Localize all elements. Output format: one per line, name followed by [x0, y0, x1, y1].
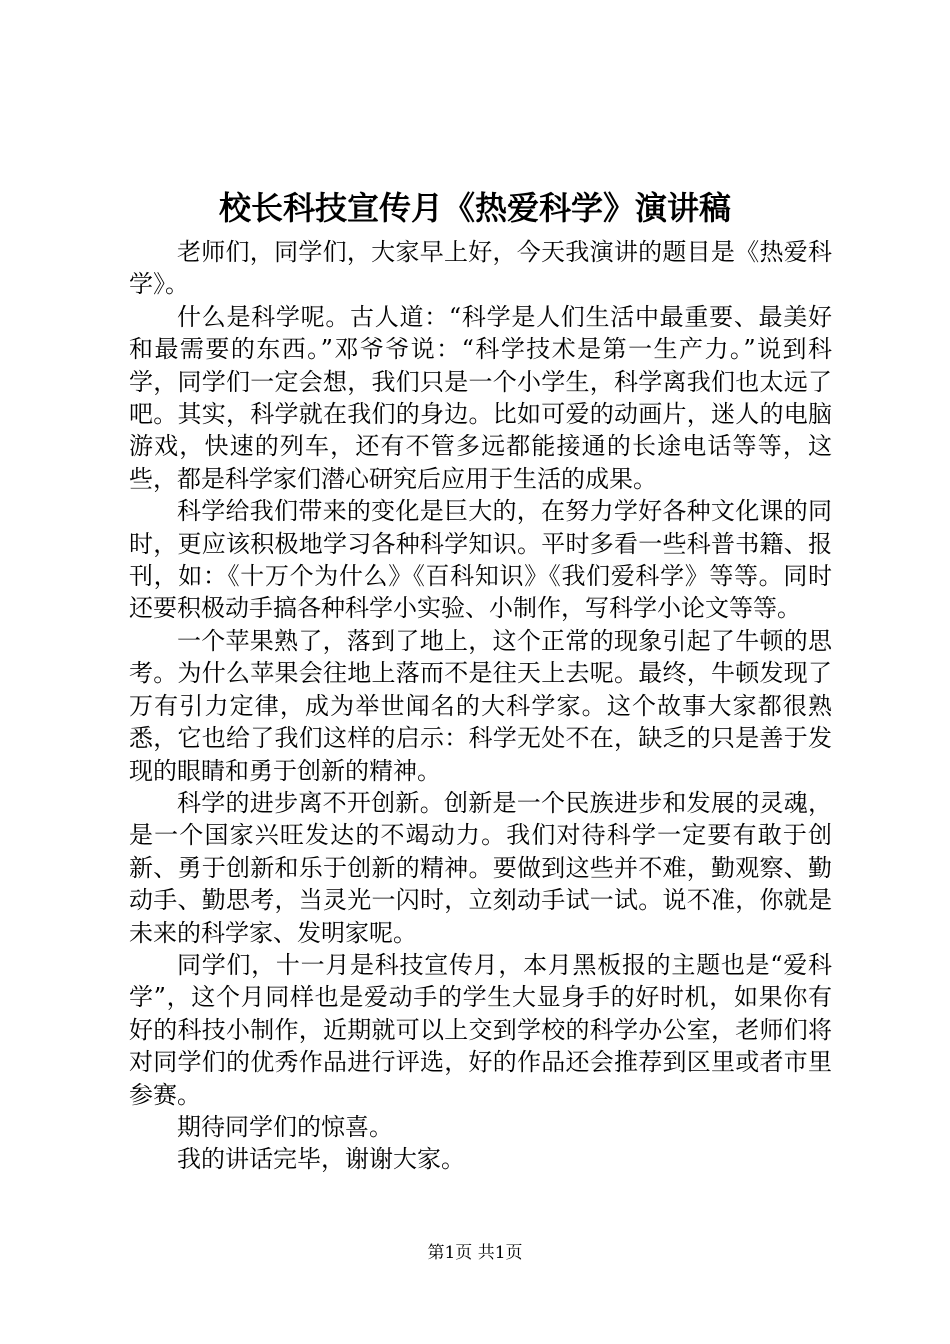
paragraph-what-is-science: 什么是科学呢。古人道：“科学是人们生活中最重要、最美好和最需要的东西。”邓爷爷说：“科学技术是第一生产力。”说到科学，同学们一定会想，我们只是一个小学生，科学离我们也太远了吧。其实，科学就在我们的身边。比如可爱的动画片，迷人的电脑游戏，快速的列车，还有不管多远都能接通的长途电话等等，这些，都是科学家们潜心研究后应用于生活的成果。 [129, 302, 832, 493]
paragraph-expectation: 期待同学们的惊喜。 [177, 1112, 393, 1141]
paragraph-innovation: 科学的进步离不开创新。创新是一个民族进步和发展的灵魂，是一个国家兴旺发达的不竭动力。我们对待科学一定要有敢于创新、勇于创新和乐于创新的精神。要做到这些并不难，勤观察、勤动手、勤思考，当灵光一闪时，立刻动手试一试。说不准，你就是未来的科学家、发明家呢。 [129, 788, 832, 947]
paragraph-greeting: 老师们，同学们，大家早上好，今天我演讲的题目是《热爱科学》。 [129, 238, 832, 299]
document-title: 校长科技宣传月《热爱科学》演讲稿 [218, 189, 731, 227]
paragraph-changes: 科学给我们带来的变化是巨大的，在努力学好各种文化课的同时，更应该积极地学习各种科学知识。平时多看一些科普书籍、报刊，如：《十万个为什么》《百科知识》《我们爱科学》等等。同时还要积极动手搞各种科学小实验、小制作，写科学小论文等等。 [129, 497, 832, 623]
paragraph-closing: 我的讲话完毕，谢谢大家。 [177, 1145, 465, 1174]
paragraph-science-month: 同学们，十一月是科技宣传月，本月黑板报的主题也是“爱科学”，这个月同样也是爱动手的学生大显身手的好时机，如果你有好的科技小制作，近期就可以上交到学校的科学办公室，老师们将对同学们的优秀作品进行评选，好的作品还会推荐到区里或者市里参赛。 [129, 950, 832, 1109]
paragraph-newton: 一个苹果熟了，落到了地上，这个正常的现象引起了牛顿的思考。为什么苹果会往地上落而不是往天上去呢。最终，牛顿发现了万有引力定律，成为举世闻名的大科学家。这个故事大家都很熟悉，它也给了我们这样的启示：科学无处不在，缺乏的只是善于发现的眼睛和勇于创新的精神。 [129, 626, 832, 785]
document-body [129, 236, 832, 1176]
page-footer: 第1页 共1页 [427, 1243, 523, 1263]
